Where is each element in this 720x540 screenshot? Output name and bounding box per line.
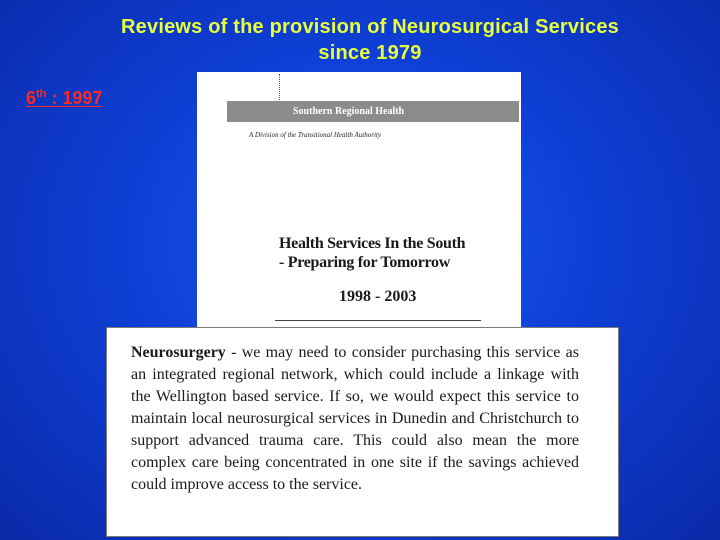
edition-number: 6: [26, 88, 37, 108]
report-cover-image: [197, 72, 521, 342]
edition-suffix: th: [36, 88, 47, 100]
cover-banner: Southern Regional Health: [227, 101, 519, 122]
cover-years: 1998 - 2003: [339, 288, 417, 305]
slide-title: [40, 14, 700, 66]
cover-title-line-2: - Preparing for Tomorrow: [279, 254, 451, 271]
slide-title-line-2: since 1979: [318, 42, 422, 64]
slide-title-line-1: Reviews of the provision of Neurosurgical Services: [121, 16, 619, 38]
excerpt-paragraph: [131, 342, 579, 496]
edition-year: : 1997: [46, 88, 103, 108]
cover-title-line-1: Health Services In the South: [279, 235, 466, 252]
dotted-divider: [279, 74, 280, 104]
excerpt-body: - we may need to consider purchasing this service as an integrated regional network, which could include a linkage with the Wellington based service. If so, we would expect this service to maintain local neurosurgical services in Dunedin and Christchurch to support advanced trauma care. This could also mean the more complex care being concentrated in one site if the savings achieved could improve access to the service.: [131, 344, 579, 493]
cover-rule: [275, 320, 481, 321]
excerpt-term: Neurosurgery: [131, 344, 226, 361]
edition-label: [26, 88, 102, 109]
cover-title: [279, 234, 519, 272]
report-excerpt: [106, 327, 619, 537]
cover-subtitle: A Division of the Transitional Health Authority: [249, 131, 381, 139]
